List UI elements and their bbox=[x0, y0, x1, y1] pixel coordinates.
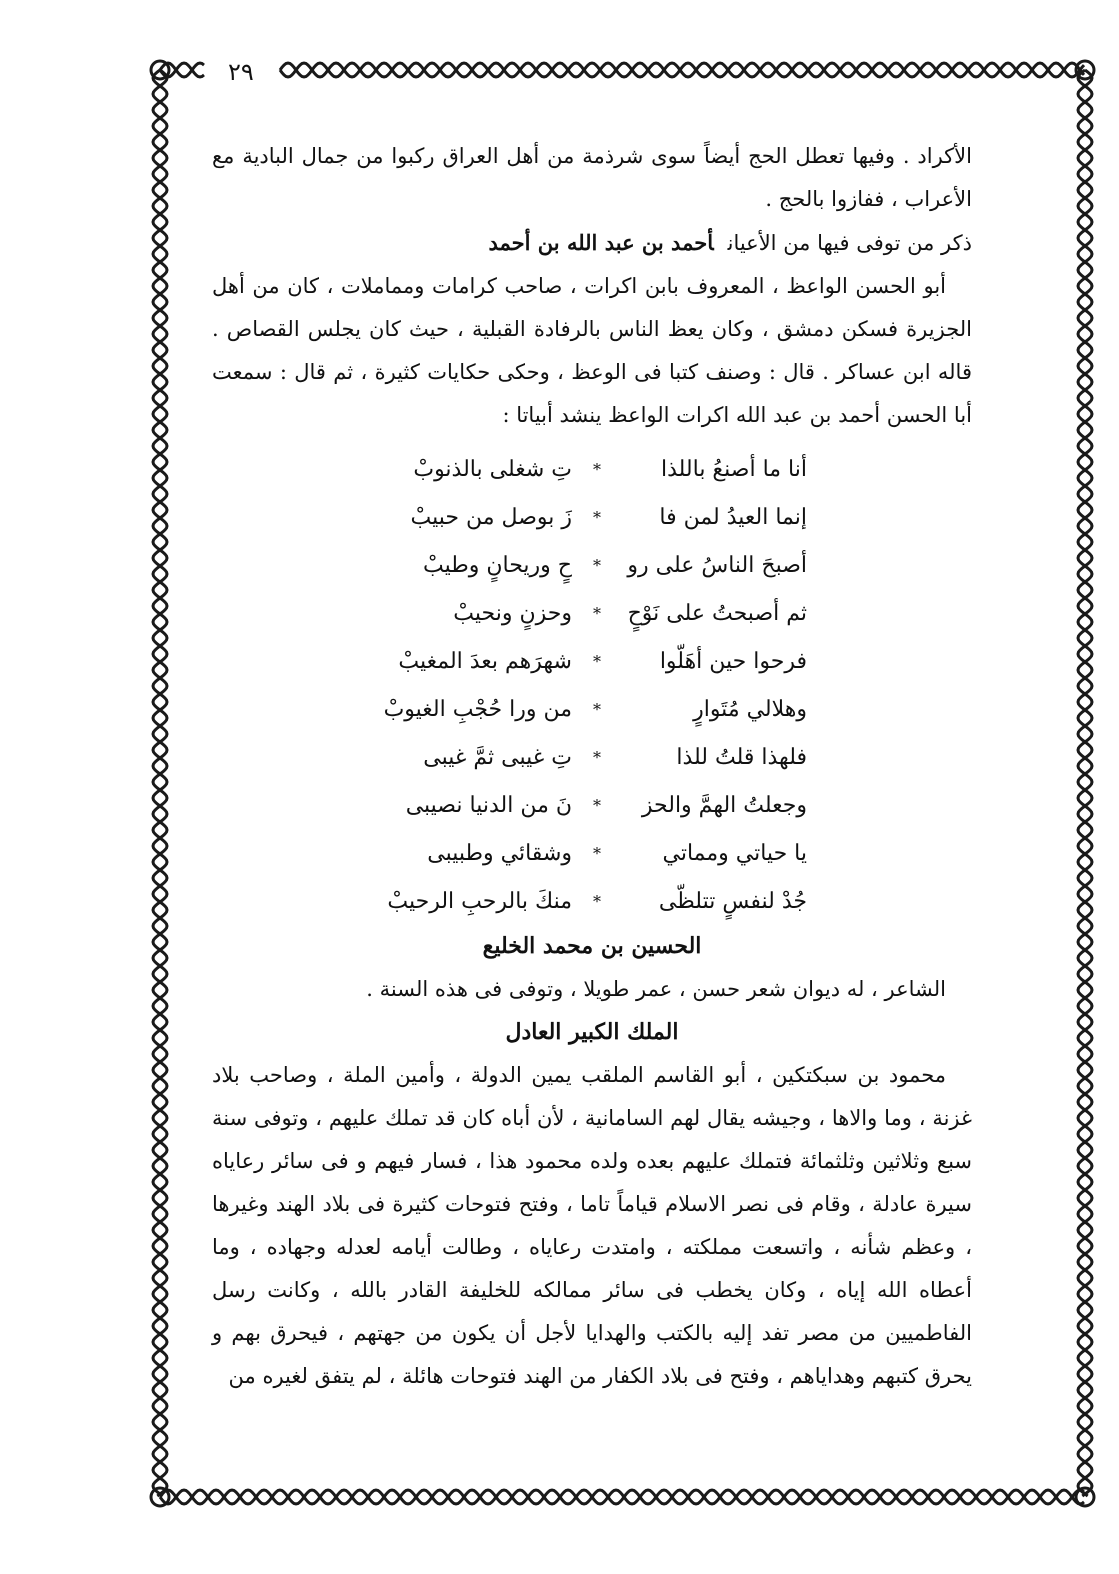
bio-heading-ahmad: أحمد بن عبد الله بن أحمد bbox=[488, 230, 714, 255]
poem-verse bbox=[377, 733, 807, 781]
verse-second-hemistich: حٍ وريحانٍ وطيبْ bbox=[423, 552, 572, 578]
poem-verse bbox=[377, 829, 807, 877]
verse-second-hemistich: وشقائي وطبيبى bbox=[427, 840, 572, 866]
bio-heading-husayn: الحسين بن محمد الخليع bbox=[482, 933, 702, 959]
verse-separator: * bbox=[593, 555, 601, 575]
verse-separator: * bbox=[593, 507, 601, 527]
poem-verse bbox=[377, 637, 807, 685]
verse-second-hemistich: تِ شغلى بالذنوبْ bbox=[413, 456, 572, 482]
poem bbox=[377, 445, 807, 925]
poem-verse bbox=[377, 685, 807, 733]
verse-first-hemistich: فلهذا قلتُ للذا bbox=[676, 744, 807, 770]
deaths-intro-text: ذكر من توفى فيها من الأعيان bbox=[727, 231, 972, 255]
verse-first-hemistich: ثم أصبحتُ على نَوْحٍ bbox=[627, 600, 807, 626]
verse-second-hemistich: زَ بوصل من حبيبْ bbox=[410, 504, 572, 530]
page-body bbox=[212, 135, 972, 1398]
verse-first-hemistich: فرحوا حين أهَلّوا bbox=[659, 648, 807, 674]
bio-text-ahmad: أبو الحسن الواعظ ، المعروف بابن اكرات ، صاحب كرامات ومماملات ، كان من أهل الجزيرة فسكن دمشق ، وكان يعظ الناس بالرفادة القبلية ، حيث كان يجلس القصاص . قاله ابن عساكر . قال : وصنف كتبا فى الوعظ ، وحكى حكايات كثيرة ، ثم قال : سمعت أبا الحسن أحمد بن عبد الله اكرات الواعظ ينشد أبياتا : bbox=[212, 274, 972, 427]
verse-second-hemistich: شهرَهم بعدَ المغيبْ bbox=[398, 648, 572, 674]
bio-text-husayn: الشاعر ، له ديوان شعر حسن ، عمر طويلا ، وتوفى فى هذه السنة . bbox=[366, 977, 946, 1001]
verse-separator: * bbox=[593, 891, 601, 911]
verse-separator: * bbox=[593, 699, 601, 719]
verse-second-hemistich: منكَ بالرحبِ الرحيبْ bbox=[387, 888, 572, 914]
verse-separator: * bbox=[593, 795, 601, 815]
poem-verse bbox=[377, 781, 807, 829]
verse-second-hemistich: نَ من الدنيا نصيبى bbox=[405, 792, 572, 818]
bio-heading-mahmud: الملك الكبير العادل bbox=[505, 1019, 679, 1045]
paragraph-intro: الأكراد . وفيها تعطل الحج أيضاً سوى شرذمة من أهل العراق ركبوا من جمال البادية مع الأعراب ، ففازوا بالحج . bbox=[212, 144, 972, 211]
verse-first-hemistich: وهلالي مُتَوارٍ bbox=[693, 696, 807, 722]
verse-second-hemistich: وحزنٍ ونحيبْ bbox=[453, 600, 572, 626]
verse-separator: * bbox=[593, 747, 601, 767]
verse-first-hemistich: أصبحَ الناسُ على رو bbox=[627, 552, 807, 578]
verse-first-hemistich: جُدْ لنفسٍ تتلظّى bbox=[658, 888, 807, 914]
verse-first-hemistich: أنا ما أصنعُ باللذا bbox=[660, 456, 807, 482]
verse-first-hemistich: وجعلتُ الهمَّ والحز bbox=[641, 792, 807, 818]
bio-text-mahmud: محمود بن سبكتكين ، أبو القاسم الملقب يمين الدولة ، وأمين الملة ، وصاحب بلاد غزنة ، وما والاها ، وجيشه يقال لهم السامانية ، لأن أباه كان قد تملك عليهم ، وتوفى سنة سبع وثلاثين وثلثمائة فتملك عليهم بعده ولده محمود هذا ، فسار فيهم و فى سائر رعاياه سيرة عادلة ، وقام فى نصر الاسلام قياماً تاما ، وفتح فتوحات كثيرة فى بلاد الهند وغيرها ، وعظم شأنه ، واتسعت مملكته ، وامتدت رعاياه ، وطالت أيامه لعدله وجهاده ، وما أعطاه الله إياه ، وكان يخطب فى سائر ممالكه للخليفة القادر بالله ، وكانت رسل الفاطميين من مصر تفد إليه بالكتب والهدايا لأجل أن يكون من جهتهم ، فيحرق بهم و يحرق كتبهم وهداياهم ، وفتح فى بلاد الكفار من الهند فتوحات هائلة ، لم يتفق لغيره من bbox=[212, 1063, 972, 1388]
poem-verse bbox=[377, 589, 807, 637]
verse-separator: * bbox=[593, 843, 601, 863]
poem-verse bbox=[377, 541, 807, 589]
verse-first-hemistich: يا حياتي ومماتي bbox=[662, 840, 807, 866]
page-number: ٢٩ bbox=[228, 58, 254, 86]
verse-separator: * bbox=[593, 459, 601, 479]
verse-separator: * bbox=[593, 651, 601, 671]
verse-second-hemistich: من ورا حُجْبِ الغيوبْ bbox=[383, 696, 572, 722]
verse-second-hemistich: تِ غيبى ثمَّ غيبى bbox=[423, 744, 572, 770]
verse-separator: * bbox=[593, 603, 601, 623]
poem-verse bbox=[377, 445, 807, 493]
poem-verse bbox=[377, 877, 807, 925]
verse-first-hemistich: إنما العيدُ لمن فا bbox=[659, 504, 807, 530]
poem-verse bbox=[377, 493, 807, 541]
deaths-intro-line bbox=[212, 221, 972, 265]
